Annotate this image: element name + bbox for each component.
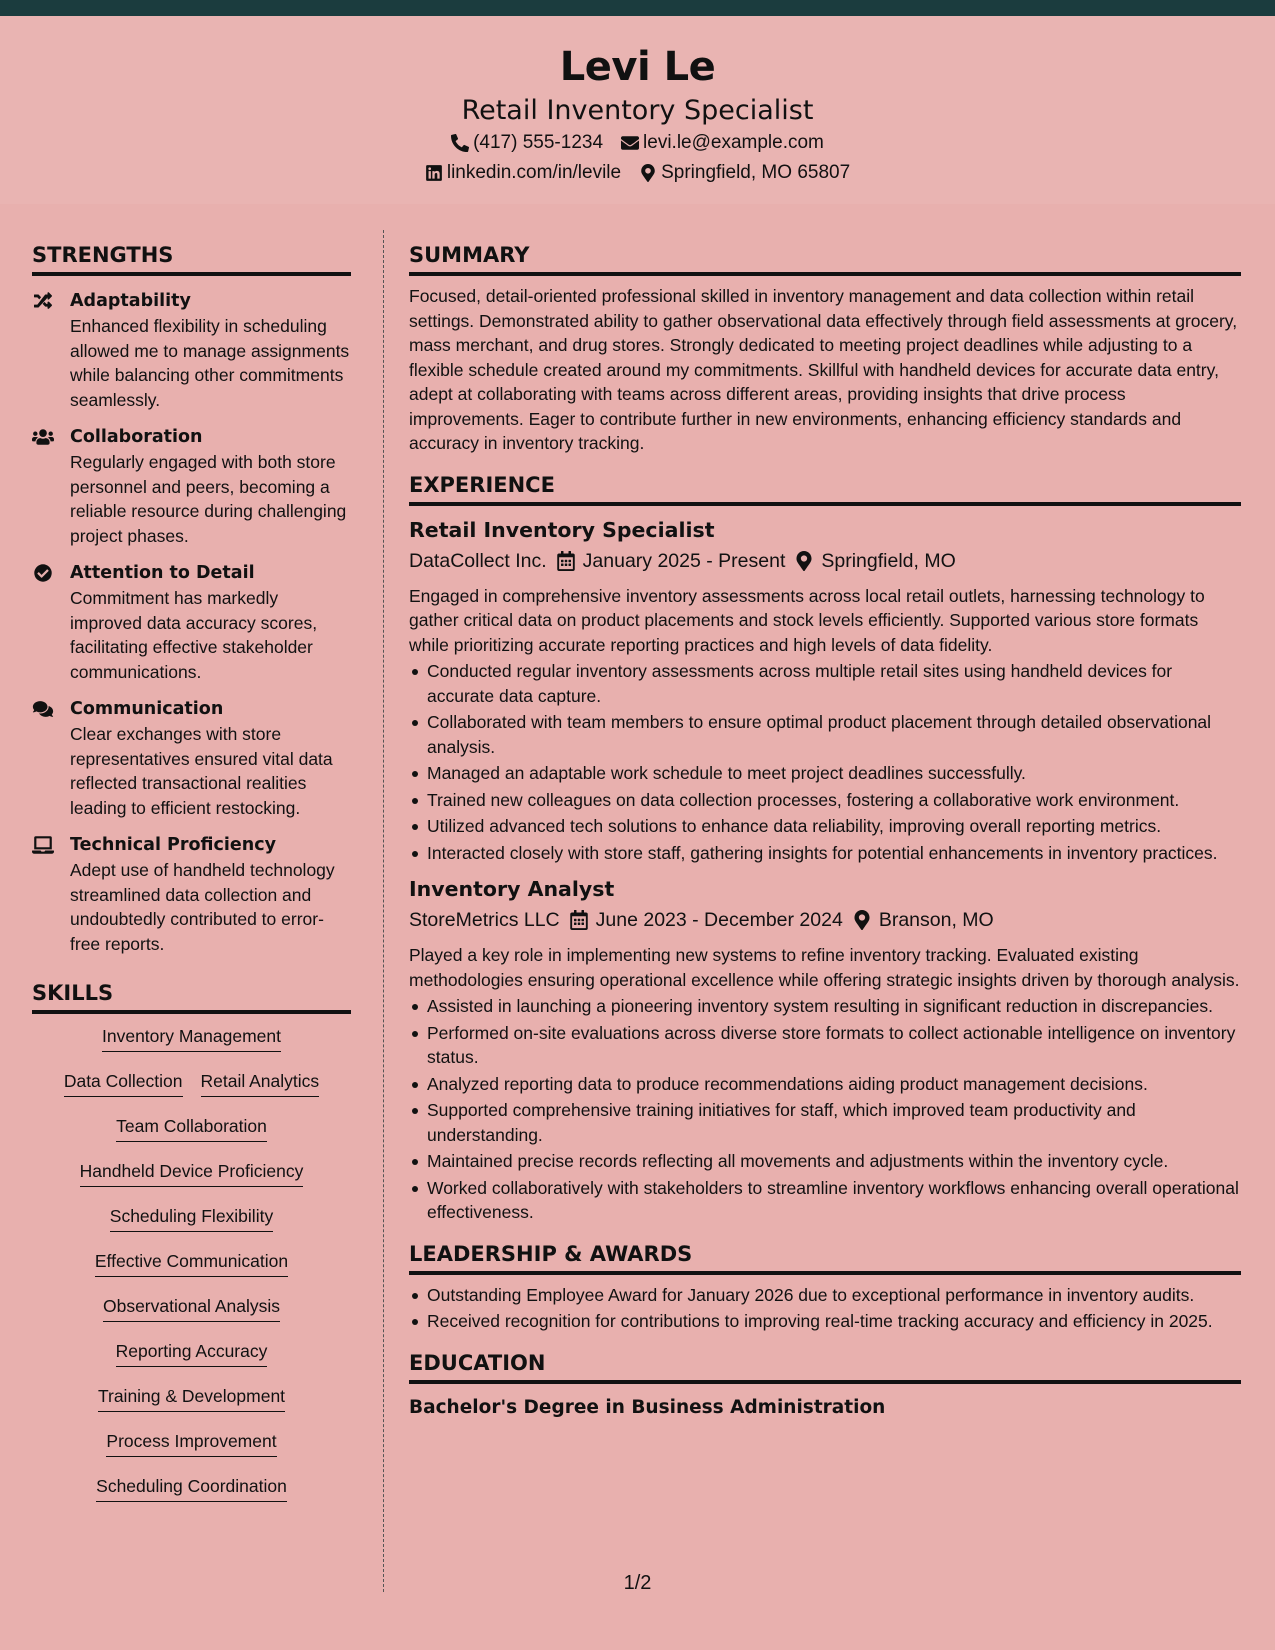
contact-row-2 <box>0 158 1275 188</box>
list-item: Assisted in launching a pioneering inventory system resulting in significant reduction in discrepancies. <box>409 994 1241 1019</box>
skills-list <box>32 1024 351 1519</box>
job-meta <box>409 544 1241 578</box>
awards-heading: LEADERSHIP & AWARDS <box>409 1239 1241 1275</box>
list-item: Managed an adaptable work schedule to meet project deadlines successfully. <box>409 761 1241 786</box>
skill-tag: Team Collaboration <box>116 1114 267 1142</box>
linkedin-contact[interactable] <box>425 158 621 188</box>
summary-heading: SUMMARY <box>409 240 1241 276</box>
right-column <box>409 240 1241 1422</box>
strength-item <box>32 832 351 956</box>
strength-title: Attention to Detail <box>70 563 255 583</box>
skill-tag: Effective Communication <box>95 1249 288 1277</box>
job-meta <box>409 903 1241 937</box>
job-dates: June 2023 - December 2024 <box>595 909 843 931</box>
calendar-icon <box>557 551 575 571</box>
job-description: Engaged in comprehensive inventory assessments across local retail outlets, harnessing technology to gather critical data on product placements and stock levels efficiently. Supported various store formats while prioritizing accurate reporting practices and high levels of data fidelity. <box>409 585 1205 655</box>
map-pin-icon <box>639 164 657 182</box>
job-location: Branson, MO <box>878 909 994 931</box>
list-item: Interacted closely with store staff, gathering insights for potential enhancements in inventory practices. <box>409 841 1241 866</box>
list-item: Conducted regular inventory assessments across multiple retail sites using handheld devices for accurate data capture. <box>409 659 1241 708</box>
summary-text: Focused, detail-oriented professional skilled in inventory management and data collection within retail settings. Demonstrated ability to gather observational data effectively through field assessments at grocery, mass merchant, and drug stores. Strongly dedicated to meeting project deadlines while adjusting to a flexible schedule created around my commitments. Skillful with handheld devices for accurate data entry, adept at collaborating with teams across different areas, providing insights that drive process improvements. Eager to contribute further in new environments, enhancing efficiency standards and accuracy in inventory tracking. <box>409 286 1238 453</box>
skill-tag: Process Improvement <box>106 1429 276 1457</box>
strength-desc: Adept use of handheld technology streamlined data collection and undoubtedly contributed to error-free reports. <box>70 860 335 954</box>
education-degree: Bachelor's Degree in Business Administration <box>409 1396 886 1418</box>
skill-tag: Handheld Device Proficiency <box>80 1159 304 1187</box>
strength-item <box>32 696 351 820</box>
job-dates: January 2025 - Present <box>582 549 786 572</box>
map-pin-icon <box>795 551 813 571</box>
phone-contact <box>451 128 603 158</box>
list-item: Trained new colleagues on data collection processes, fostering a collaborative work environment. <box>409 788 1241 813</box>
skill-tag: Scheduling Flexibility <box>110 1204 273 1232</box>
strength-item <box>32 288 351 412</box>
strength-title: Communication <box>70 699 224 719</box>
strengths-heading: STRENGTHS <box>32 240 351 276</box>
list-item: Performed on-site evaluations across diverse store formats to collect actionable intelligence on inventory status. <box>409 1021 1241 1070</box>
education-heading: EDUCATION <box>409 1348 1241 1384</box>
list-item: Maintained precise records reflecting all movements and adjustments within the inventory cycle. <box>409 1149 1241 1174</box>
shuffle-icon <box>32 292 54 310</box>
skill-tag: Retail Analytics <box>201 1069 320 1097</box>
skill-tag: Training & Development <box>98 1384 285 1412</box>
strength-desc: Regularly engaged with both store personnel and peers, becoming a reliable resource during challenging project phases. <box>70 452 347 546</box>
column-divider <box>383 230 384 1592</box>
job-bullets <box>409 659 1241 865</box>
skill-tag: Scheduling Coordination <box>96 1474 287 1502</box>
experience-entry <box>409 875 1241 1225</box>
linkedin-text: linkedin.com/in/levile <box>446 162 622 183</box>
top-bar <box>0 0 1275 16</box>
skill-tag: Observational Analysis <box>103 1294 280 1322</box>
check-circle-icon <box>32 564 54 582</box>
location-contact <box>639 158 850 188</box>
candidate-name: Levi Le <box>559 44 716 90</box>
job-title: Inventory Analyst <box>409 877 615 901</box>
candidate-role: Retail Inventory Specialist <box>461 95 814 126</box>
phone-text: (417) 555-1234 <box>473 132 604 153</box>
resume-header <box>0 16 1275 204</box>
strength-title: Adaptability <box>70 291 191 311</box>
awards-list <box>409 1283 1241 1334</box>
location-text: Springfield, MO 65807 <box>661 162 851 183</box>
email-text: levi.le@example.com <box>643 132 824 153</box>
contact-row-1 <box>0 128 1275 158</box>
list-item: Outstanding Employee Award for January 2026 due to exceptional performance in inventory audits. <box>409 1283 1241 1308</box>
phone-icon <box>451 134 469 152</box>
experience-heading: EXPERIENCE <box>409 470 1241 506</box>
list-item: Worked collaboratively with stakeholders to streamline inventory workflows enhancing overall operational effectiveness. <box>409 1176 1241 1225</box>
users-icon <box>32 428 54 446</box>
skill-tag: Reporting Accuracy <box>116 1339 268 1367</box>
calendar-icon <box>570 910 588 930</box>
strength-desc: Commitment has markedly improved data accuracy scores, facilitating effective stakeholder communications. <box>70 588 318 682</box>
comments-icon <box>32 700 54 718</box>
linkedin-icon <box>425 164 443 182</box>
list-item: Supported comprehensive training initiatives for staff, which improved team productivity and understanding. <box>409 1098 1241 1147</box>
job-company: DataCollect Inc. <box>409 549 547 572</box>
strength-desc: Clear exchanges with store representatives ensured vital data reflected transactional realities leading to efficient restocking. <box>70 724 333 818</box>
list-item: Utilized advanced tech solutions to enhance data reliability, improving overall reporting metrics. <box>409 814 1241 839</box>
job-description: Played a key role in implementing new systems to refine inventory tracking. Evaluated existing methodologies ensuring operational excellence while offering strategic insights driven by thorough analysis. <box>409 945 1240 990</box>
list-item: Collaborated with team members to ensure optimal product placement through detailed observational analysis. <box>409 710 1241 759</box>
skill-tag: Data Collection <box>64 1069 183 1097</box>
experience-entry <box>409 516 1241 866</box>
job-company: StoreMetrics LLC <box>409 909 560 931</box>
list-item: Received recognition for contributions to improving real-time tracking accuracy and efficiency in 2025. <box>409 1309 1241 1334</box>
envelope-icon <box>621 134 639 152</box>
strength-title: Collaboration <box>70 427 203 447</box>
skills-heading: SKILLS <box>32 978 351 1014</box>
page-number: 1/2 <box>623 1572 652 1594</box>
strength-title: Technical Proficiency <box>70 835 276 855</box>
laptop-icon <box>32 836 54 854</box>
job-location: Springfield, MO <box>821 549 956 572</box>
email-contact[interactable] <box>621 128 824 158</box>
left-column <box>32 240 351 1519</box>
strength-item <box>32 424 351 548</box>
job-bullets <box>409 994 1241 1225</box>
strength-desc: Enhanced flexibility in scheduling allowed me to manage assignments while balancing other commitments seamlessly. <box>70 316 350 410</box>
strength-item <box>32 560 351 684</box>
job-title: Retail Inventory Specialist <box>409 517 715 542</box>
map-pin-icon <box>853 910 871 930</box>
list-item: Analyzed reporting data to produce recommendations aiding product management decisions. <box>409 1072 1241 1097</box>
skill-tag: Inventory Management <box>102 1024 281 1052</box>
